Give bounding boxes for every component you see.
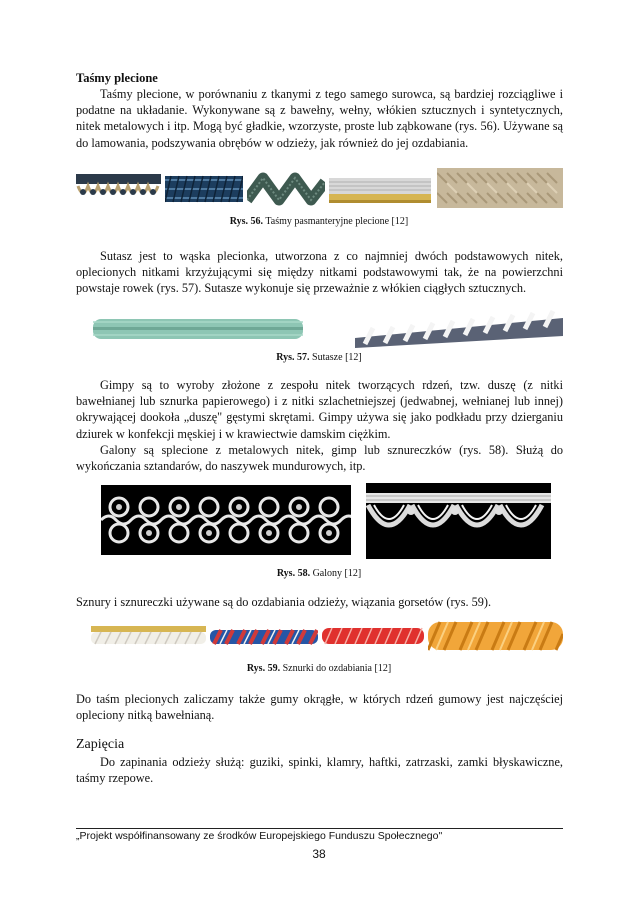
section-fasteners (76, 736, 563, 786)
paragraph-braided-tapes: Taśmy plecione, w porównaniu z tkanymi z tego samego surowca, są bardziej rozciągliwe i podatne na układanie. Wykonywane są z bawełny, wełny, włókien sztucznych i syntetycznych, nitek metalowych i itp. Mogą być gładkie, wzorzyste, proste lub ząbkowane (rys. 56). Używane są do lamowania, podszywania obrębów w odzieży, jak również do jej ozdabiania. (76, 87, 563, 150)
fig57-soutache-green (93, 313, 303, 343)
fig57-caption (0, 352, 638, 363)
heading-fasteners: Zapięcia (76, 737, 125, 752)
paragraph-gimps: Gimpy są to wyroby złożone z zespołu nitek tworzących rdzeń, tzw. duszę (z nitki bawełnianej lub sznurka papierowego) i z nitki szlachetniejszej (jedwabnej, wełnianej lub innej) okrywającej dookoła „duszę" gęstymi skrętami. Gimpy używa się jako podkładu przy dzierganiu dziurek w konfekcji męskiej i w krawiectwie damskim ciężkim. (76, 378, 563, 441)
fig56-tape-beige-woven (437, 168, 563, 208)
paragraph-fasteners: Do zapinania odzieży służą: guziki, spinki, klamry, haftki, zatrzaski, zamki błyskawiczne, taśmy rzepowe. (76, 755, 563, 786)
page-number: 38 (312, 847, 326, 861)
fig59-cord-white (91, 622, 206, 650)
fig56-caption-text: Taśmy pasmanteryjne plecione [12] (265, 216, 409, 227)
footer-text: „Projekt współfinansowany ze środków Europejskiego Funduszu Społecznego" (76, 830, 443, 842)
fig56-caption (0, 216, 638, 227)
paragraph-elastics: Do taśm plecionych zaliczamy także gumy okrągłe, w których rdzeń gumowy jest najczęściej opleciony nitką bawełnianą. (76, 692, 563, 723)
fig59-cord-orange (428, 617, 563, 655)
heading-braided-tapes: Taśmy plecione (76, 71, 158, 85)
section-soutache (76, 248, 563, 297)
fig57-label: Rys. 57. (276, 352, 310, 363)
section-elastics (76, 691, 563, 723)
fig59-caption (0, 663, 638, 674)
fig56-label: Rys. 56. (229, 216, 264, 227)
fig59-cord-blue-red (210, 622, 318, 650)
fig58-caption-text: Galony [12] (312, 568, 362, 579)
fig56-tape-scalloped (76, 170, 161, 208)
section-braided-tapes (76, 70, 563, 151)
fig59-caption-text: Sznurki do ozdabiania [12] (282, 663, 392, 674)
fig59-cord-red (322, 622, 424, 650)
paragraph-cords: Sznury i sznureczki używane są do ozdabiania odzieży, wiązania gorsetów (rys. 59). (76, 595, 492, 609)
fig57-caption-text: Sutasze [12] (312, 352, 362, 363)
fig56-tape-dark-braid (165, 170, 243, 208)
section-gimps-galons (76, 377, 563, 474)
paragraph-galons: Galony są splecione z metalowych nitek, gimp lub sznureczków (rys. 58). Służą do wykończania sztandarów, do naszywek mundurowych, itp. (76, 442, 563, 474)
fig56-tape-silver-gold (329, 170, 431, 208)
fig58-label: Rys. 58. (276, 568, 311, 579)
fig56-tape-zigzag (247, 170, 325, 208)
footer-divider (76, 828, 563, 829)
fig58-caption (0, 568, 638, 579)
fig59-label: Rys. 59. (246, 663, 281, 674)
fig58-galon-arches (366, 483, 551, 559)
fig58-galon-rosettes (101, 485, 351, 555)
fig57-soutache-grey-white (355, 310, 563, 348)
paragraph-soutache: Sutasz jest to wąska plecionka, utworzona z co najmniej dwóch podstawowych nitek, oplecionych nitkami krzyżującymi się między nitkami podstawowymi tak, że na powierzchni powstaje rowek (rys. 57). Sutasze wykonuje się przeważnie z włókien ciągłych sztucznych. (76, 249, 563, 296)
section-cords (76, 594, 563, 610)
